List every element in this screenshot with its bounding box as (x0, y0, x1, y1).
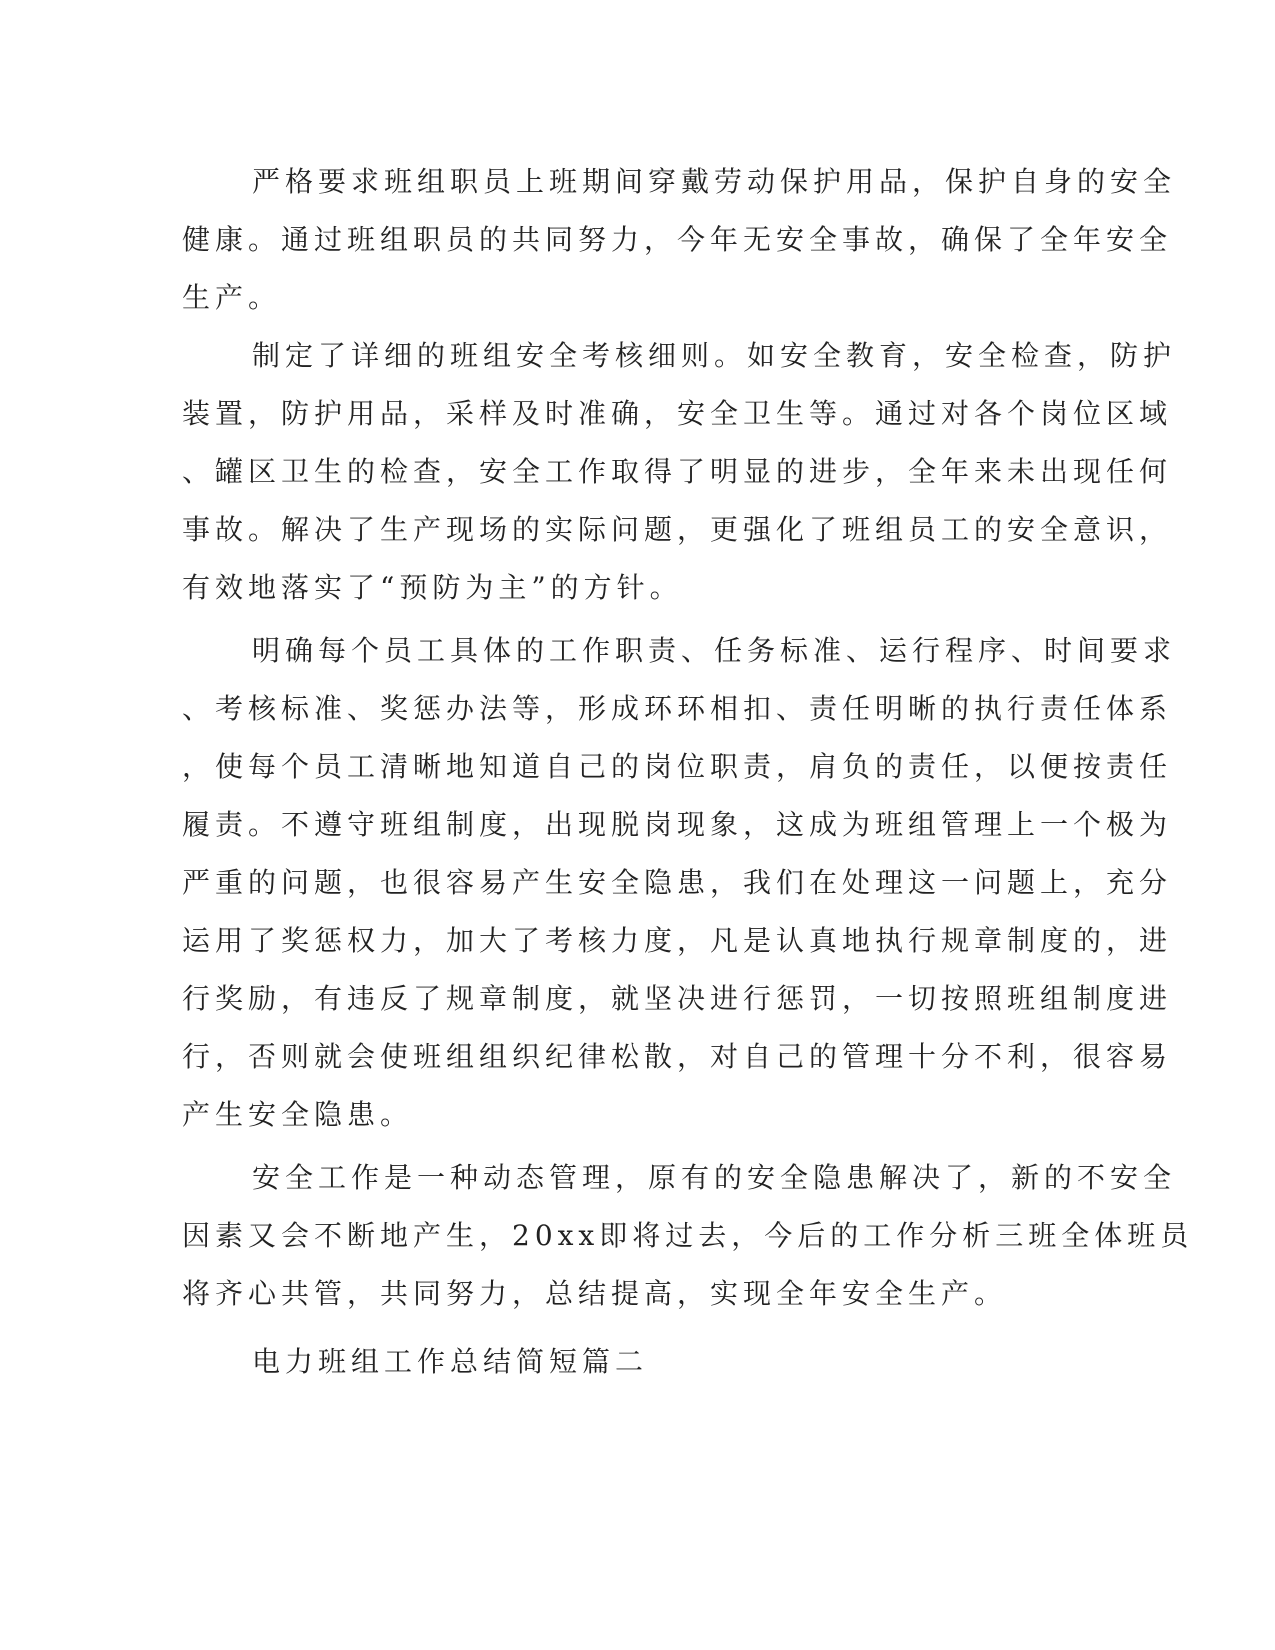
paragraph-3-line-2: 、考核标准、奖惩办法等，形成环环相扣、责任明晰的执行责任体系 (182, 692, 1173, 725)
paragraph-4-line-3: 将齐心共管，共同努力，总结提高，实现全年安全生产。 (182, 1277, 1008, 1310)
paragraph-2-line-4: 事故。解决了生产现场的实际问题，更强化了班组员工的安全意识， (182, 513, 1173, 546)
paragraph-1-line-3: 生产。 (182, 281, 282, 314)
paragraph-3-line-4: 履责。不遵守班组制度，出现脱岗现象，这成为班组管理上一个极为 (182, 808, 1173, 841)
paragraph-3-line-1: 明确每个员工具体的工作职责、任务标准、运行程序、时间要求 (252, 634, 1177, 667)
paragraph-2-line-1: 制定了详细的班组安全考核细则。如安全教育，安全检查，防护 (252, 339, 1177, 372)
paragraph-3-line-5: 严重的问题，也很容易产生安全隐患，我们在处理这一问题上，充分 (182, 866, 1173, 899)
paragraph-3-line-8: 行，否则就会使班组组织纪律松散，对自己的管理十分不利，很容易 (182, 1040, 1173, 1073)
paragraph-3-line-7: 行奖励，有违反了规章制度，就坚决进行惩罚，一切按照班组制度进 (182, 982, 1173, 1015)
paragraph-3-line-6: 运用了奖惩权力，加大了考核力度，凡是认真地执行规章制度的，进 (182, 924, 1173, 957)
paragraph-2-line-5: 有效地落实了“预防为主”的方针。 (182, 571, 683, 604)
paragraph-1-line-1: 严格要求班组职员上班期间穿戴劳动保护用品，保护自身的安全 (252, 165, 1177, 198)
paragraph-2-line-2: 装置，防护用品，采样及时准确，安全卫生等。通过对各个岗位区域 (182, 397, 1173, 430)
paragraph-4-line-1: 安全工作是一种动态管理，原有的安全隐患解决了，新的不安全 (252, 1161, 1177, 1194)
paragraph-2-line-3: 、罐区卫生的检查，安全工作取得了明显的进步，全年来未出现任何 (182, 455, 1173, 488)
paragraph-3-line-9: 产生安全隐患。 (182, 1098, 414, 1131)
paragraph-1-line-2: 健康。通过班组职员的共同努力，今年无安全事故，确保了全年安全 (182, 223, 1173, 256)
paragraph-3-line-3: ，使每个员工清晰地知道自己的岗位职责，肩负的责任，以便按责任 (182, 750, 1173, 783)
paragraph-4-line-2: 因素又会不断地产生，20xx即将过去，今后的工作分析三班全体班员 (182, 1219, 1194, 1252)
section-heading: 电力班组工作总结简短篇二 (252, 1345, 649, 1378)
